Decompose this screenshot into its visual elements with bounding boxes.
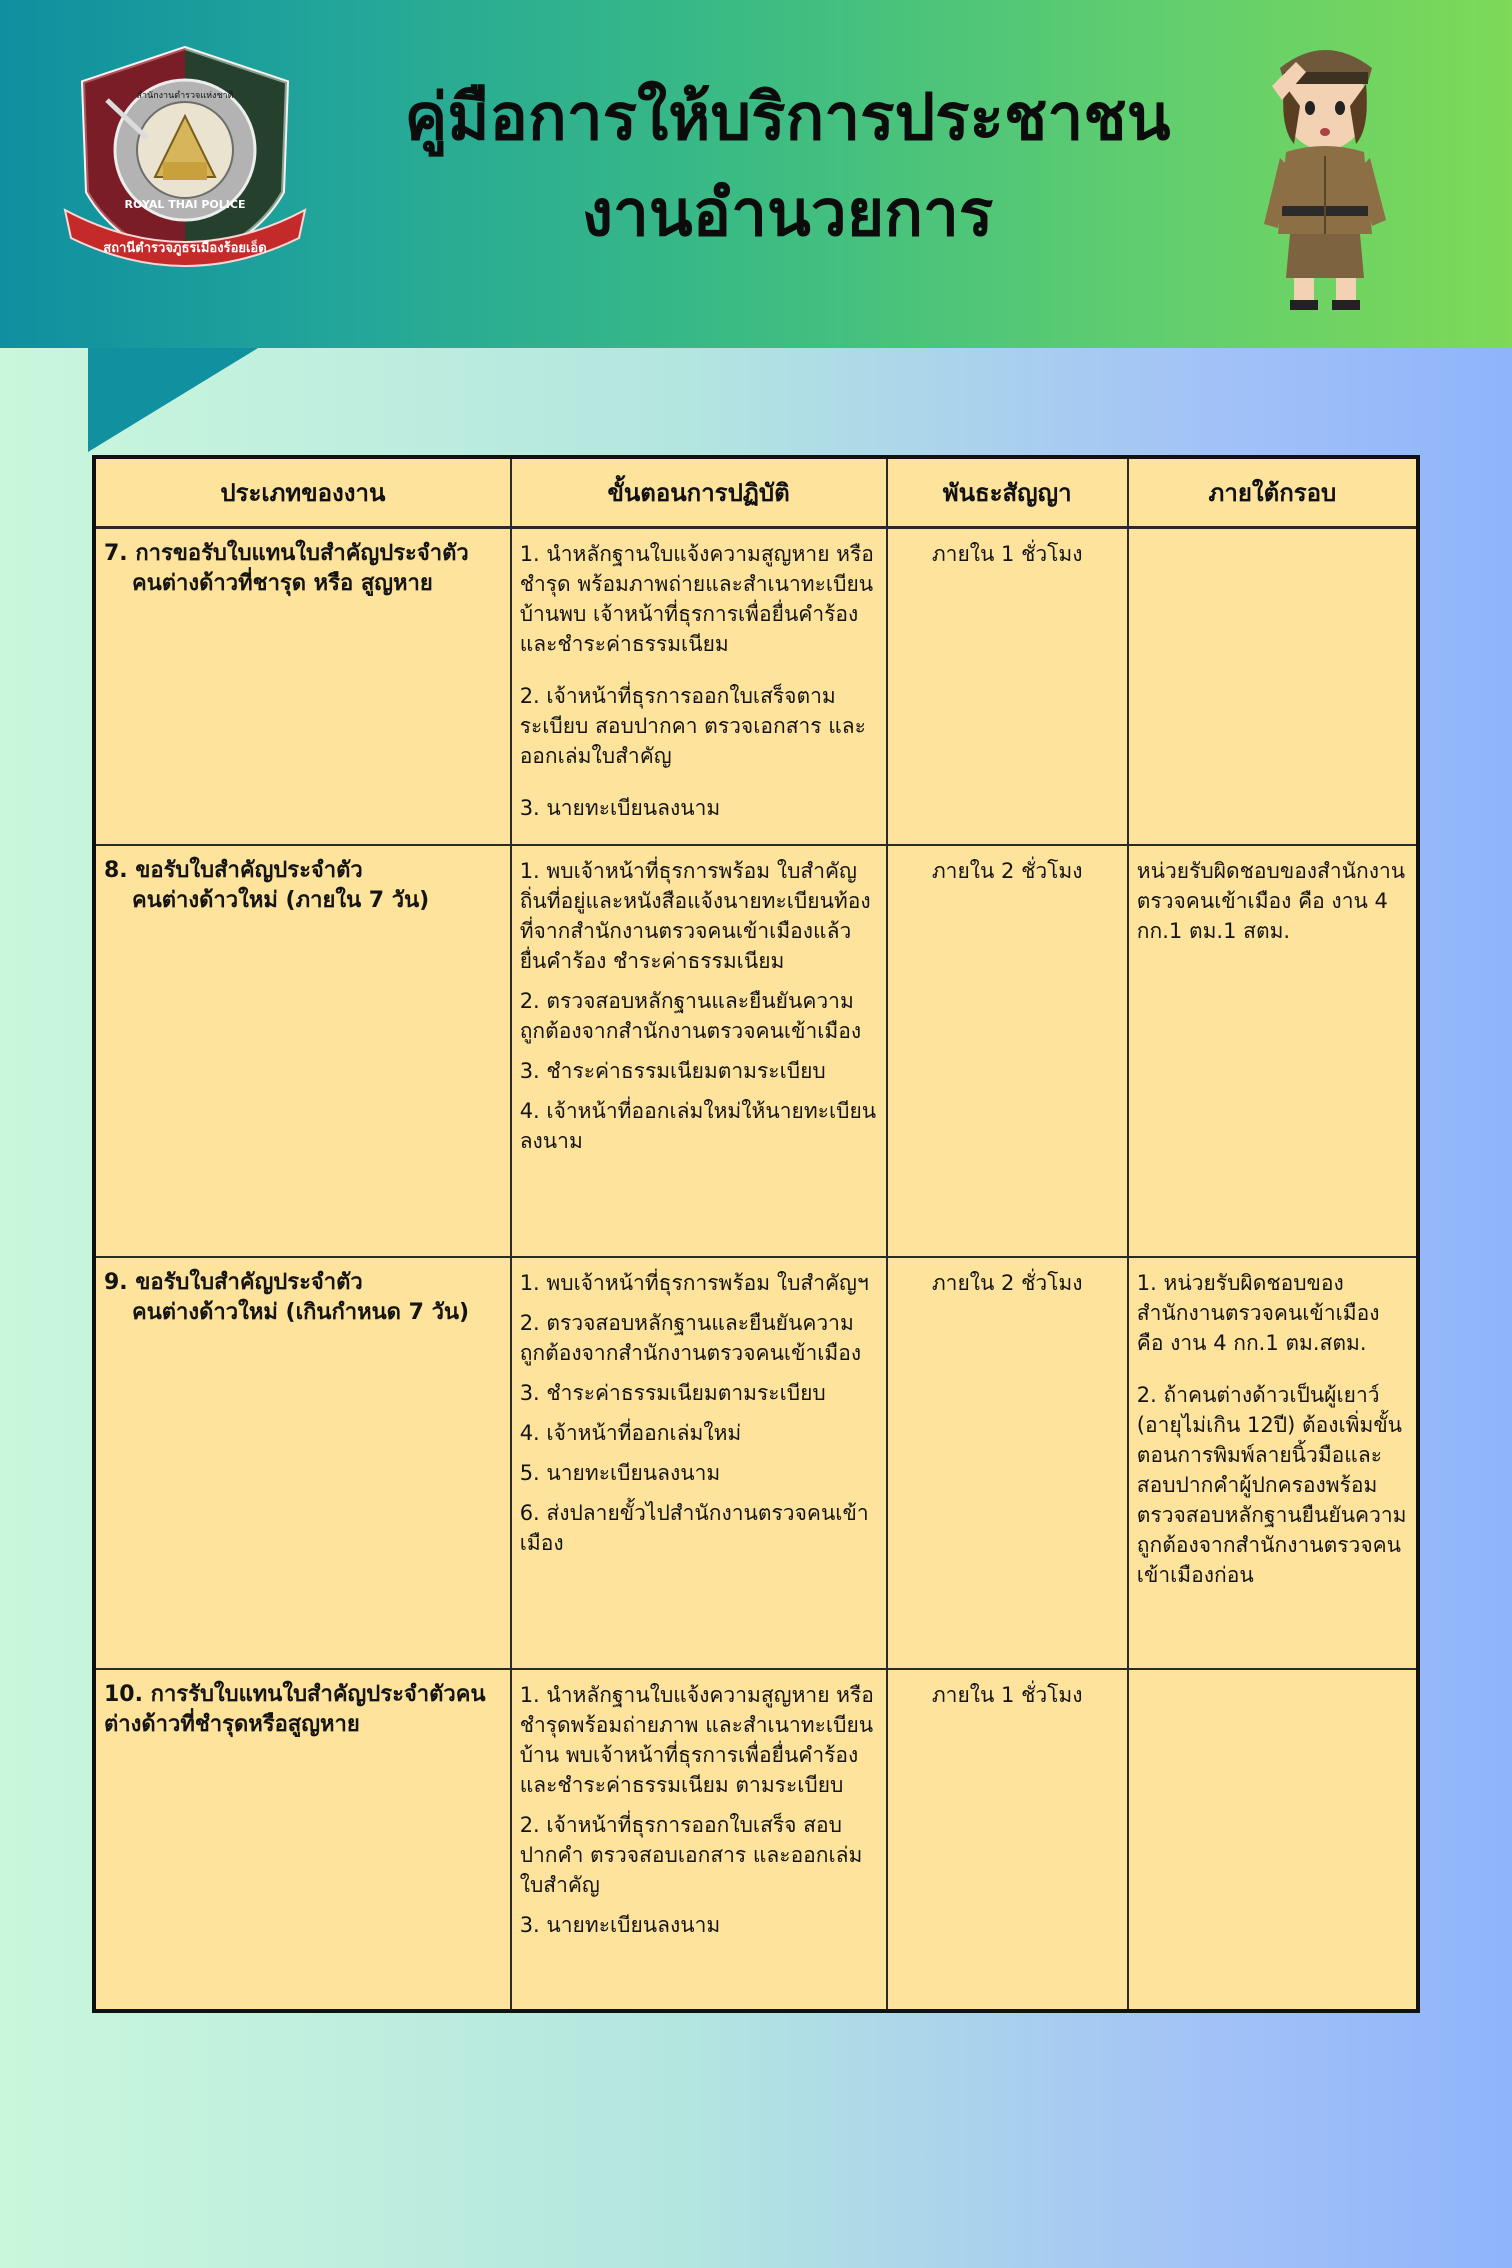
framework-note: 2. ถ้าคนต่างด้าวเป็นผู้เยาว์ (อายุไม่เกิน 12ปี) ต้องเพิ่มขั้นตอนการพิมพ์ลายนิ้วมือและสอบปากคำผู้ปกครองพร้อมตรวจสอบหลักฐานยืนยันความถูกต้องจากสำนักงานตรวจคนเข้าเมืองก่อน [1136, 1383, 1407, 1587]
work-type-subtitle: คนต่างด้าวที่ชารุด หรือ สูญหาย [132, 570, 433, 596]
step-item: 2. เจ้าหน้าที่ธุรการออกใบเสร็จตามระเบียบ สอบปากคา ตรวจเอกสาร และออกเล่มใบสำคัญ [519, 683, 866, 768]
step-item: 2. ตรวจสอบหลักฐานและยืนยันความถูกต้องจากสำนักงานตรวจคนเข้าเมือง [519, 1311, 862, 1365]
work-type-title: 8. ขอรับใบสำคัญประจำตัว [104, 858, 363, 883]
step-item: 1. พบเจ้าหน้าที่ธุรการพร้อม ใบสำคัญถิ่นที่อยู่และหนังสือแจ้งนายทะเบียนท้องที่จากสำนักงานตรวจคนเข้าเมืองแล้วยื่นคำร้อง ชำระค่าธรรมเนียม [519, 859, 871, 973]
framework-cell [1128, 527, 1418, 845]
work-type-cell [94, 845, 511, 1257]
table-row [94, 527, 1418, 845]
framework-note: 1. หน่วยรับผิดชอบของสำนักงานตรวจคนเข้าเมือง คือ งาน 4 กก.1 ตม.สตม. [1136, 1271, 1380, 1355]
framework-cell [1128, 1257, 1418, 1669]
saluting-police-officer-icon [1250, 28, 1400, 314]
procedure-cell [511, 1257, 887, 1669]
framework-note: หน่วยรับผิดชอบของสำนักงานตรวจคนเข้าเมือง คือ งาน 4 กก.1 ตม.1 สตม. [1136, 859, 1406, 943]
table-row [94, 1669, 1418, 2011]
step-item: 4. เจ้าหน้าที่ออกเล่มใหม่ให้นายทะเบียนลงนาม [519, 1099, 877, 1153]
procedure-cell [511, 845, 887, 1257]
work-type-title: 10. การรับใบแทนใบสำคัญประจำตัวคนต่างด้าวที่ชำรุดหรือสูญหาย [104, 1682, 486, 1737]
duration-cell: ภายใน 2 ชั่วโมง [887, 1257, 1128, 1669]
work-type-title: 7. การขอรับใบแทนใบสำคัญประจำตัว [104, 540, 469, 566]
framework-cell [1128, 1669, 1418, 2011]
table-row [94, 845, 1418, 1257]
logo-ribbon-text: สถานีตำรวจภูธรเมืองร้อยเอ็ด [103, 241, 267, 256]
step-item: 1. นำหลักฐานใบแจ้งความสูญหาย หรือชำรุดพร้อมถ่ายภาพ และสำเนาทะเบียนบ้าน พบเจ้าหน้าที่ธุรการเพื่อยื่นคำร้องและชำระค่าธรรมเนียม ตามระเบียบ [519, 1683, 874, 1797]
procedure-cell [511, 1669, 887, 2011]
step-item: 1. พบเจ้าหน้าที่ธุรการพร้อม ใบสำคัญฯ [519, 1271, 869, 1295]
page-title-line1: คู่มือการให้บริการประชาชน [404, 81, 1171, 155]
header-procedure: ขั้นตอนการปฏิบัติ [511, 457, 887, 527]
step-item: 3. ชำระค่าธรรมเนียมตามระเบียบ [519, 1059, 826, 1083]
work-type-subtitle: คนต่างด้าวใหม่ (เกินกำหนด 7 วัน) [132, 1300, 470, 1325]
table-row [94, 1257, 1418, 1669]
step-item: 6. ส่งปลายขั้วไปสำนักงานตรวจคนเข้าเมือง [519, 1501, 869, 1555]
table-header-row [94, 457, 1418, 527]
step-item: 4. เจ้าหน้าที่ออกเล่มใหม่ [519, 1421, 742, 1445]
step-item: 2. เจ้าหน้าที่ธุรการออกใบเสร็จ สอบปากคำ ตรวจสอบเอกสาร และออกเล่มใบสำคัญ [519, 1813, 863, 1897]
duration-cell: ภายใน 2 ชั่วโมง [887, 845, 1128, 1257]
work-type-cell [94, 527, 511, 845]
service-table [92, 455, 1420, 2013]
step-item: 1. นำหลักฐานใบแจ้งความสูญหาย หรือชำรุด พร้อมภาพถ่ายและสำเนาทะเบียนบ้านพบ เจ้าหน้าที่ธุรการเพื่อยื่นคำร้องและชำระค่าธรรมเนียม [519, 541, 874, 656]
procedure-cell [511, 527, 887, 845]
header-commitment: พันธะสัญญา [887, 457, 1128, 527]
step-item: 3. ชำระค่าธรรมเนียมตามระเบียบ [519, 1381, 826, 1405]
page-title [330, 70, 1245, 262]
step-item: 3. นายทะเบียนลงนาม [519, 795, 721, 820]
step-item: 3. นายทะเบียนลงนาม [519, 1913, 721, 1937]
royal-thai-police-badge-logo [55, 42, 315, 272]
header-tab-notch [88, 348, 258, 452]
step-item: 5. นายทะเบียนลงนาม [519, 1461, 721, 1485]
step-item: 2. ตรวจสอบหลักฐานและยืนยันความถูกต้องจากสำนักงานตรวจคนเข้าเมือง [519, 989, 862, 1043]
page-title-line2: งานอำนวยการ [581, 177, 994, 251]
work-type-cell [94, 1257, 511, 1669]
logo-ring-text: สำนักงานตำรวจแห่งชาติ [136, 91, 234, 101]
framework-cell [1128, 845, 1418, 1257]
logo-side-text: ROYAL THAI POLICE [124, 198, 246, 211]
work-type-cell [94, 1669, 511, 2011]
duration-cell: ภายใน 1 ชั่วโมง [887, 527, 1128, 845]
header-work-type: ประเภทของงาน [94, 457, 511, 527]
work-type-title: 9. ขอรับใบสำคัญประจำตัว [104, 1270, 363, 1295]
work-type-subtitle: คนต่างด้าวใหม่ (ภายใน 7 วัน) [132, 888, 430, 913]
duration-cell: ภายใน 1 ชั่วโมง [887, 1669, 1128, 2011]
header-framework: ภายใต้กรอบ [1128, 457, 1418, 527]
